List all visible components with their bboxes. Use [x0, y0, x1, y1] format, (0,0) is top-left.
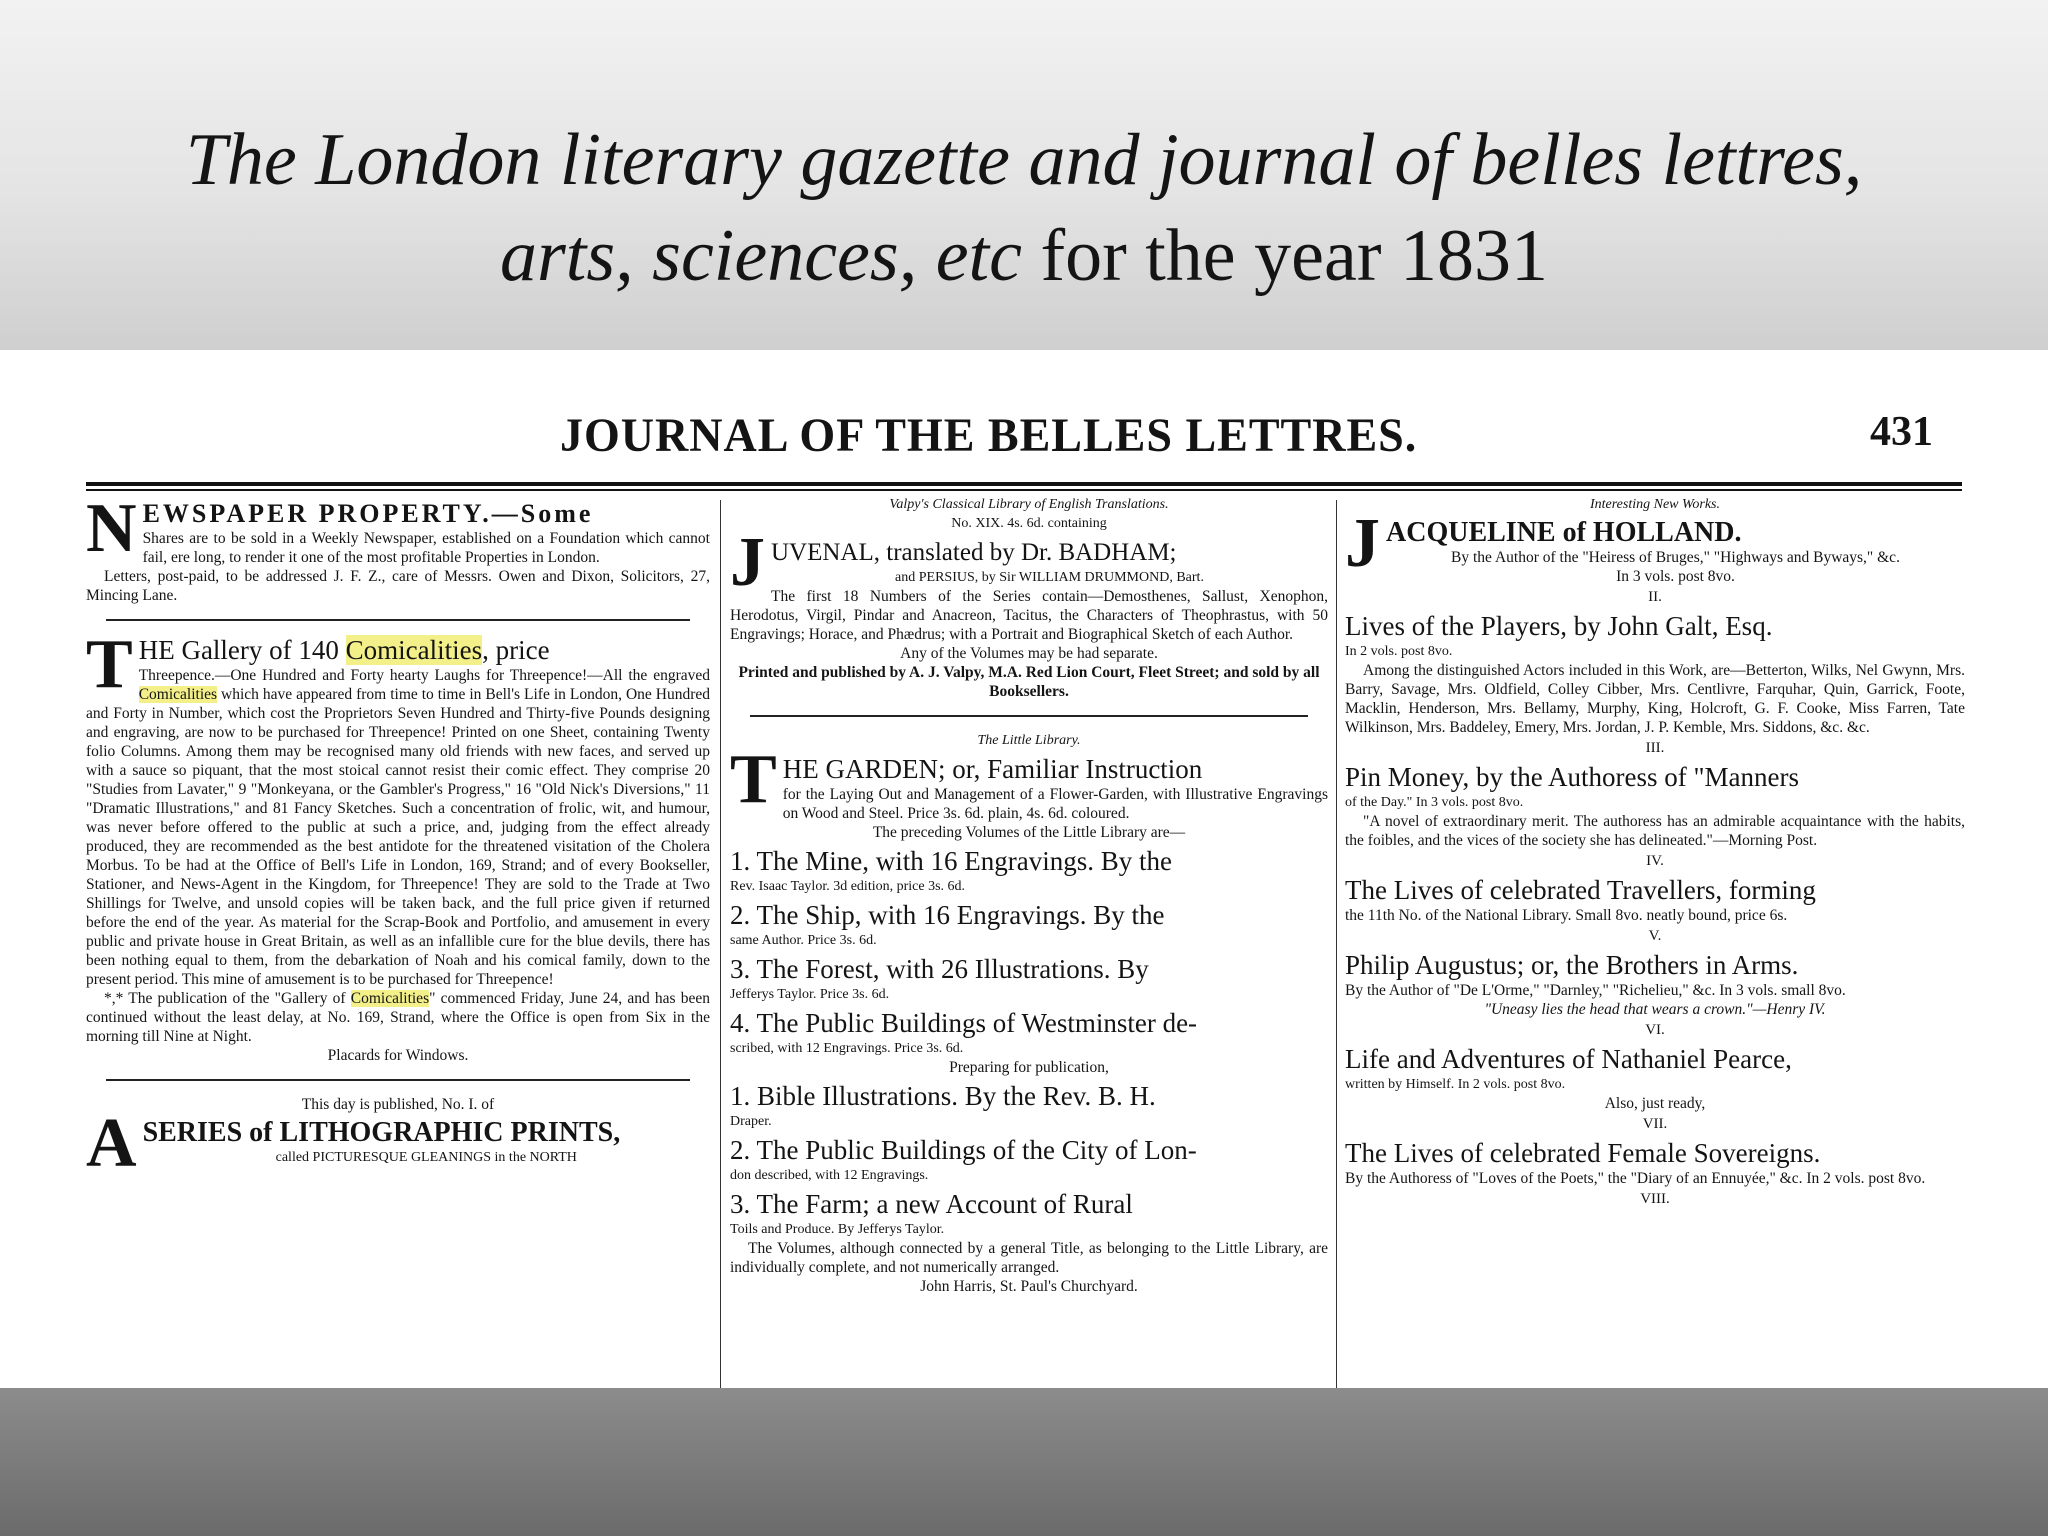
juvenal-body: The first 18 Numbers of the Series contain—Demosthenes, Sallust, Xenophon, Herodotus, Virgil, Pindar and Anacreon, Tacitus, the Characters of Theophrastus, with 50 Engravings; Horace, and Phædrus; with a Portrait and Biographical Sketch of each Author.: [730, 588, 1328, 643]
list-item-sub: Rev. Isaac Taylor. 3d edition, price 3s. 6d.: [730, 879, 966, 894]
book-heading: The Lives of celebrated Travellers, forming: [1345, 875, 1816, 905]
publisher: John Harris, St. Paul's Churchyard.: [920, 1278, 1138, 1295]
garden-body: for the Laying Out and Management of a Flower-Garden, with Illustrative Engravings on Wood and Steel. Price 3s. 6d. plain, 4s. 6d. coloured.: [782, 786, 1328, 822]
book-heading: The Lives of celebrated Female Sovereigns.: [1345, 1138, 1821, 1168]
list-item: 1. The Mine, with 16 Engravings. By the: [730, 846, 1172, 876]
little-library-title: The Little Library.: [977, 733, 1081, 748]
juvenal-heading: UVENAL, translated by Dr. BADHAM;: [771, 539, 1177, 566]
highlighted-term: Comicalities: [345, 635, 483, 665]
ad-contact: Letters, post-paid, to be addressed J. F. Z., care of Messrs. Owen and Dixon, Solicitors, 27, Mincing Lane.: [86, 568, 710, 604]
book-body: written by Himself. In 2 vols. post 8vo.: [1345, 1077, 1566, 1092]
ad-newspaper-property: [86, 495, 710, 605]
book-body: By the Author of "De L'Orme," "Darnley," "Richelieu," &c. In 3 vols. small 8vo.: [1345, 982, 1846, 999]
book-heading: Philip Augustus; or, the Brothers in Arms.: [1345, 950, 1799, 980]
note-part: *,* The publication of the "Gallery of: [104, 990, 351, 1007]
highlighted-term: Comicalities: [350, 990, 430, 1007]
list-item-sub: Draper.: [730, 1114, 772, 1129]
book-vols: In 3 vols. post 8vo.: [1616, 568, 1735, 585]
dropcap: T: [86, 626, 133, 703]
list-item: 3. The Farm; a new Account of Rural: [730, 1189, 1133, 1219]
body-part: which have appeared from time to time in Bell's Life in London, One Hundred and Forty in Number, which cost the Proprietors Seven Hundred and Thirty-five Pounds designing and engraving, are now to be purchased for Threepence! Printed on one Sheet, containing Twenty folio Columns. Among them may be recognised many old friends with new faces, and served up with a sauce so piquant, that the most stoical cannot resist their comic effect. They comprise 20 "Studies from Lavater," 9 "Monkeyana, or the Gambler's Progress," 16 "Old Nick's Diversions," 11 "Dramatic Illustrations," and 81 Fancy Sketches. Such a concentration of frolic, wit, and humour, was never before offered to the public at such a price, and, judging from the effect already produced, they are recommended as the best antidote for the threatened visitation of the Cholera Morbus. To be had at the Office of Bell's Life in London, 169, Strand; and of every Bookseller, Stationer, and News-Agent in the Kingdom, for Threepence! They are sold to the Trade at Two Shillings for Twelve, and unsold copies will be taken back, and the full price given if returned before the end of the year. As material for the Scrap-Book and Portfolio, and amusement in every public and private house in Great Britain, as well as an infallible cure for the blue devils, there has been nothing equal to them, from the debarkation of Noah and his comical family, down to the present period. This mine of amusement is to be purchased for Threepence!: [86, 686, 710, 988]
ad-intro: This day is published, No. I. of: [301, 1096, 495, 1113]
title-line-1: The London literary gazette and journal of belles lettres,: [185, 119, 1863, 201]
title-line-2-italic: arts, sciences, etc: [500, 215, 1022, 297]
ad-body: Shares are to be sold in a Weekly Newspaper, established on a Foundation which cannot fail, ere long, to render it one of the most profitable Properties in London.: [142, 530, 710, 566]
list-item: 1. Bible Illustrations. By the Rev. B. H.: [730, 1081, 1156, 1111]
juvenal-separate: Any of the Volumes may be had separate.: [900, 645, 1158, 662]
ad-heading: [86, 635, 710, 666]
right-column: [1345, 495, 1965, 1388]
heading-part: , price: [482, 635, 550, 665]
ad-note: [86, 989, 710, 1046]
running-head: JOURNAL OF THE BELLES LETTRES.: [560, 409, 1418, 462]
book-heading: Life and Adventures of Nathaniel Pearce,: [1345, 1044, 1792, 1074]
series-number: No. XIX. 4s. 6d. containing: [951, 516, 1107, 531]
list-item: 4. The Public Buildings of Westminster de-: [730, 1008, 1198, 1038]
column-divider-2: [1336, 500, 1337, 1388]
list-item-sub: don described, with 12 Engravings.: [730, 1168, 929, 1183]
dropcap: A: [86, 1105, 137, 1182]
juvenal-printed: Printed and published by A. J. Valpy, M.A. Red Lion Court, Fleet Street; and sold by all Booksellers.: [738, 664, 1320, 700]
book-heading: Pin Money, by the Authoress of "Manners: [1345, 762, 1799, 792]
slide-footer: [0, 1388, 2048, 1536]
note-part: " commenced Friday, June 24, and has been continued without the least delay, at No. 169, Strand, where the Office is open from Six in the morning till Nine at Night.: [86, 990, 710, 1045]
slide-title: [0, 112, 2048, 304]
heading-part: HE Gallery of 140: [138, 635, 346, 665]
book-quote: "Uneasy lies the head that wears a crown."—Henry IV.: [1484, 1001, 1826, 1018]
middle-column: [730, 495, 1328, 1388]
separator: [750, 715, 1308, 717]
roman-numeral: IV.: [1646, 853, 1664, 869]
dropcap: J: [1345, 505, 1380, 582]
volumes-note: The Volumes, although connected by a general Title, as belonging to the Little Library, are individually complete, and not numerically arranged.: [730, 1240, 1328, 1276]
section-title: Interesting New Works.: [1589, 497, 1720, 512]
title-line-2-roman: for the year 1831: [1021, 215, 1548, 297]
ad-heading: EWSPAPER PROPERTY.—Some: [142, 499, 594, 528]
list-item-sub: same Author. Price 3s. 6d.: [730, 933, 877, 948]
left-column: [86, 495, 710, 1388]
juvenal-sub: and PERSIUS, by Sir WILLIAM DRUMMOND, Bart.: [895, 570, 1204, 585]
book-body: Among the distinguished Actors included in this Work, are—Betterton, Wilks, Nel Gwynn, Mrs. Barry, Savage, Mrs. Oldfield, Colley Cibber, Mrs. Centlivre, Farquhar, Quin, Garrick, Foote, Macklin, Henderson, Mrs. Bellamy, Murphy, King, Holcroft, G. F. Cooke, Miss Farren, Tate Wilkinson, Mrs. Baddeley, Emery, Mrs. Jordan, J. P. Kemble, Mrs. Siddons, &c. &c.: [1345, 662, 1965, 736]
also-ready: Also, just ready,: [1604, 1095, 1706, 1112]
book-vols: of the Day." In 3 vols. post 8vo.: [1345, 795, 1524, 810]
dropcap: N: [86, 495, 137, 567]
separator: [106, 1079, 690, 1081]
book-body: the 11th No. of the National Library. Small 8vo. neatly bound, price 6s.: [1345, 907, 1788, 924]
placards-line: Placards for Windows.: [327, 1047, 469, 1064]
book-body: By the Authoress of "Loves of the Poets," the "Diary of an Ennuyée," &c. In 2 vols. post 8vo.: [1345, 1170, 1926, 1187]
page-number: 431: [1870, 409, 1933, 455]
list-item-sub: scribed, with 12 Engravings. Price 3s. 6d.: [730, 1041, 964, 1056]
list-item: 2. The Ship, with 16 Engravings. By the: [730, 900, 1165, 930]
header-rule: [86, 482, 1962, 486]
book-body: "A novel of extraordinary merit. The authoress has an admirable acquaintance with the habits, the foibles, and the vices of the society she has delineated."—Morning Post.: [1345, 813, 1965, 849]
column-divider-1: [720, 500, 721, 1388]
roman-numeral: VII.: [1642, 1116, 1668, 1132]
roman-numeral: II.: [1648, 589, 1662, 605]
preceding-volumes: The preceding Volumes of the Little Library are—: [872, 824, 1186, 841]
roman-numeral: III.: [1645, 740, 1665, 756]
body-part: Threepence.—One Hundred and Forty hearty Laughs for Threepence!—All the engraved: [138, 667, 710, 684]
highlighted-term: Comicalities: [138, 686, 218, 703]
separator: [106, 619, 690, 621]
ad-gallery-comicalities: [86, 626, 710, 1065]
roman-numeral: VI.: [1645, 1022, 1665, 1038]
series-title: Valpy's Classical Library of English Translations.: [889, 497, 1169, 512]
list-item: 2. The Public Buildings of the City of Lon-: [730, 1135, 1197, 1165]
ad-sub: called PICTURESQUE GLEANINGS in the NORTH: [275, 1150, 577, 1165]
list-item-sub: Toils and Produce. By Jefferys Taylor.: [730, 1222, 945, 1237]
newspaper-page-scan: [80, 350, 1968, 1388]
roman-numeral: VIII.: [1640, 1191, 1670, 1207]
dropcap: T: [730, 741, 777, 818]
book-heading: ACQUELINE of HOLLAND.: [1386, 517, 1742, 548]
header-rule-thin: [86, 489, 1962, 491]
book-vols: In 2 vols. post 8vo.: [1345, 644, 1453, 659]
ad-heading: SERIES of LITHOGRAPHIC PRINTS,: [142, 1117, 621, 1148]
list-item-sub: Jefferys Taylor. Price 3s. 6d.: [730, 987, 890, 1002]
ad-lithographic-prints: [86, 1095, 710, 1182]
garden-heading: HE GARDEN; or, Familiar Instruction: [782, 754, 1203, 784]
book-heading: Lives of the Players, by John Galt, Esq.: [1345, 611, 1773, 641]
list-item: 3. The Forest, with 26 Illustrations. By: [730, 954, 1149, 984]
dropcap: J: [730, 524, 765, 601]
ad-body: [86, 666, 710, 989]
roman-numeral: V.: [1648, 928, 1662, 944]
book-body: By the Author of the "Heiress of Bruges," "Highways and Byways," &c.: [1451, 549, 1900, 566]
preparing-label: Preparing for publication,: [949, 1059, 1109, 1076]
